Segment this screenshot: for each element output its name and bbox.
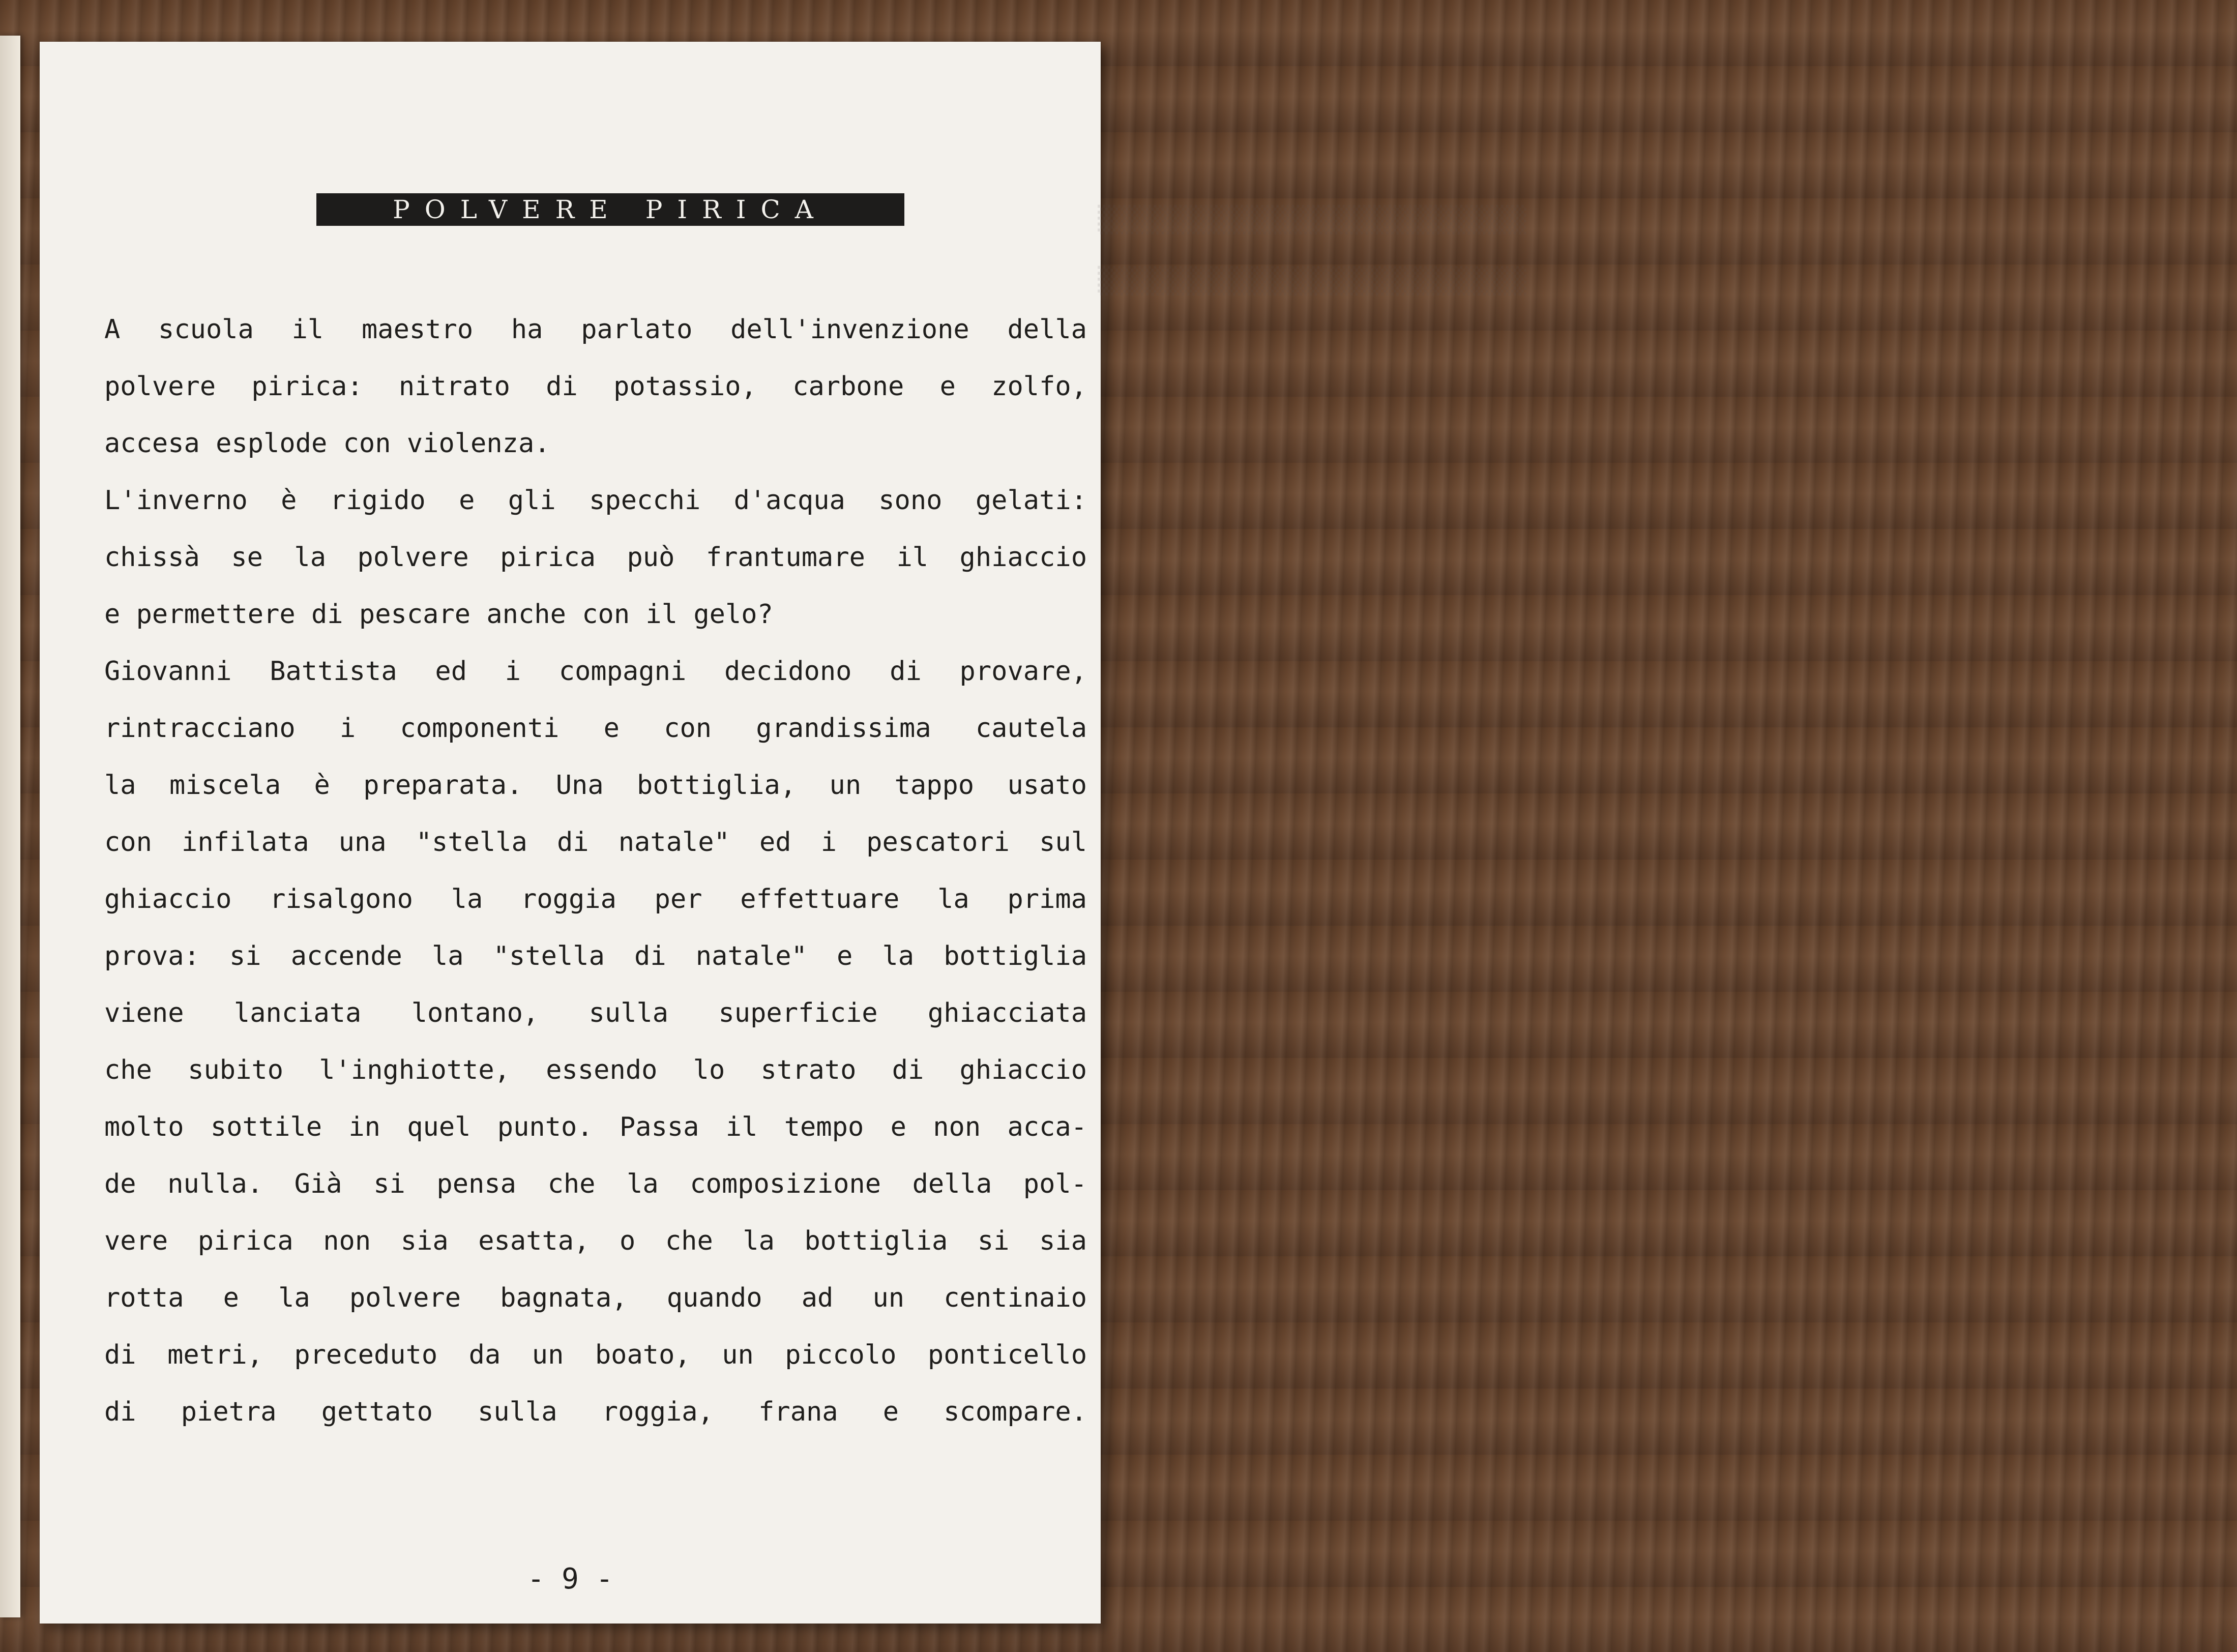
text-line: la miscela è preparata. Una bottiglia, un tappo usato [104,770,1087,801]
text-line: vere pirica non sia esatta, o che la bottiglia si sia [104,1226,1087,1256]
text-line: polvere pirica: nitrato di potassio, carbone e zolfo, [104,371,1087,402]
text-line: de nulla. Già si pensa che la composizione della pol- [104,1169,1087,1199]
previous-page-edge [0,36,20,1617]
text-line: rotta e la polvere bagnata, quando ad un centinaio [104,1283,1087,1313]
text-line: viene lanciata lontano, sulla superficie ghiacciata [104,998,1087,1028]
show-through-text: ▒▒▒▒▒▒▒▒▒▒▒▒▒▒▒▒▒▒▒▒▒▒▒▒▒▒▒▒ ▒▒▒▒▒▒▒▒▒▒▒▒▒▒▒▒▒▒▒▒▒▒▒▒▒▒▒▒ [1098,205,1526,296]
title-banner [316,193,904,226]
book-page [40,42,1526,1624]
text-line: Giovanni Battista ed i compagni decidono di provare, [104,656,1087,687]
text-line: rintracciano i componenti e con grandissima cautela [104,713,1087,744]
body-paragraph [104,301,1087,1440]
text-line: ghiaccio risalgono la roggia per effettuare la prima [104,884,1087,914]
text-line: di metri, preceduto da un boato, un piccolo ponticello [104,1340,1087,1370]
page-number: - 9 - [527,1562,613,1596]
text-line: e permettere di pescare anche con il gelo? [104,599,773,630]
page-title: POLVERE PIRICA [393,195,828,224]
text-line: che subito l'inghiotte, essendo lo strato di ghiaccio [104,1055,1087,1085]
text-line: L'inverno è rigido e gli specchi d'acqua sono gelati: [104,485,1087,516]
text-line: accesa esplode con violenza. [104,428,550,459]
text-line: A scuola il maestro ha parlato dell'invenzione della [104,314,1087,345]
text-line: di pietra gettato sulla roggia, frana e scompare. [104,1397,1087,1427]
text-line: chissà se la polvere pirica può frantumare il ghiaccio [104,542,1087,573]
text-line: prova: si accende la "stella di natale" e la bottiglia [104,941,1087,971]
text-line: molto sottile in quel punto. Passa il tempo e non acca- [104,1112,1087,1142]
text-line: con infilata una "stella di natale" ed i pescatori sul [104,827,1087,858]
